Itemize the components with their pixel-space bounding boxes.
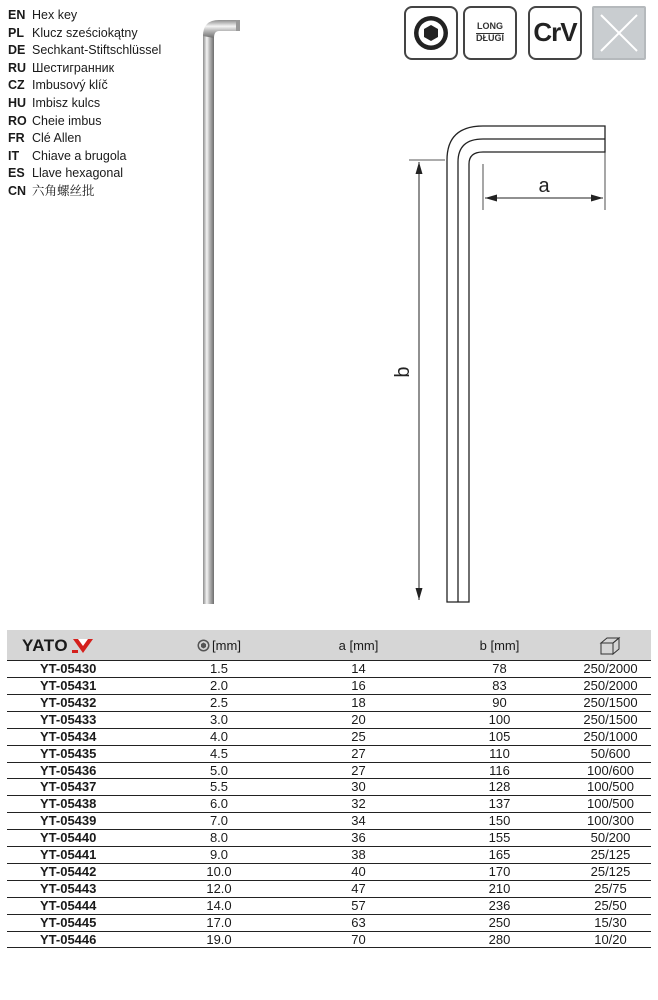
- language-name: Chiave a brugola: [32, 148, 127, 163]
- cell-a: 57: [351, 897, 366, 913]
- language-name: Cheie imbus: [32, 113, 102, 128]
- cell-pack: 100/300: [587, 813, 634, 829]
- language-row: [8, 25, 161, 43]
- hex-key-photo: [190, 10, 250, 610]
- cell-pack: 100/600: [587, 762, 634, 778]
- cell-a: 63: [351, 914, 366, 930]
- cell-b: 83: [492, 677, 507, 693]
- cell-code: YT-05442: [40, 863, 97, 879]
- language-name: Imbisz kulcs: [32, 95, 101, 110]
- cell-code: YT-05440: [40, 830, 97, 846]
- cell-pack: 250/1500: [583, 711, 638, 727]
- cell-size: 5.0: [209, 762, 229, 778]
- language-row: [8, 148, 161, 166]
- cell-code: YT-05445: [40, 914, 97, 930]
- cell-a: 30: [351, 779, 366, 795]
- cell-b: 155: [488, 830, 511, 846]
- cell-size: 2.5: [209, 694, 229, 710]
- language-row: [8, 113, 161, 131]
- cell-code: YT-05438: [40, 796, 97, 812]
- table-row: [7, 728, 651, 745]
- cell-b: 90: [492, 694, 507, 710]
- cell-pack: 100/500: [587, 779, 634, 795]
- cell-a: 27: [351, 745, 366, 761]
- cell-code: YT-05431: [40, 677, 97, 693]
- cell-b: 280: [488, 931, 511, 947]
- cell-a: 70: [351, 931, 366, 947]
- cell-b: 105: [488, 728, 511, 744]
- language-name: Clé Allen: [32, 131, 82, 146]
- language-name: Imbusový klíč: [32, 78, 108, 93]
- table-row: [7, 863, 651, 880]
- language-row: [8, 42, 161, 60]
- cell-size: 7.0: [209, 813, 229, 829]
- cell-size: 1.5: [209, 661, 229, 677]
- language-row: [8, 183, 161, 201]
- table-row: [7, 897, 651, 914]
- cell-a: 32: [351, 796, 366, 812]
- language-name: Llave hexagonal: [32, 166, 124, 181]
- cell-size: 8.0: [209, 830, 229, 846]
- table-row: [7, 914, 651, 931]
- table-row: [7, 779, 651, 796]
- brand-header: [7, 630, 150, 661]
- language-name: Hex key: [32, 8, 78, 22]
- cell-code: YT-05443: [40, 880, 97, 896]
- cell-size: 14.0: [206, 897, 232, 913]
- language-code: RU: [8, 60, 27, 75]
- cell-b: 236: [488, 897, 511, 913]
- language-code: FR: [8, 131, 25, 146]
- cell-code: YT-05441: [40, 847, 97, 863]
- header-a: a [mm]: [288, 630, 429, 661]
- cell-size: 19.0: [206, 931, 232, 947]
- key-outline-inner: [458, 139, 605, 602]
- header-pack: [570, 630, 651, 661]
- cell-size: 10.0: [206, 863, 232, 879]
- cell-b: 137: [488, 796, 511, 812]
- cell-size: 17.0: [206, 914, 232, 930]
- table-row: [7, 745, 651, 762]
- cell-size: 4.0: [209, 728, 229, 744]
- key-outline-outer: [447, 126, 605, 602]
- cell-pack: 25/50: [594, 897, 627, 913]
- cell-pack: 10/20: [594, 931, 627, 947]
- language-row: [8, 7, 161, 25]
- cell-code: YT-05439: [40, 813, 97, 829]
- cell-pack: 25/125: [590, 863, 631, 879]
- cell-a: 20: [351, 711, 366, 727]
- cell-a: 25: [351, 728, 366, 744]
- dimension-b-label: b: [392, 366, 414, 378]
- cell-a: 38: [351, 847, 366, 863]
- language-code: IT: [8, 148, 20, 163]
- table-row: [7, 677, 651, 694]
- cell-a: 14: [351, 661, 366, 677]
- table-row: [7, 694, 651, 711]
- cell-code: YT-05444: [40, 897, 97, 913]
- cell-pack: 15/30: [594, 914, 627, 930]
- specification-table: [7, 630, 651, 948]
- cell-code: YT-05437: [40, 779, 97, 795]
- cell-pack: 100/500: [587, 796, 634, 812]
- brand-name: YATO: [22, 636, 69, 656]
- table-row: [7, 880, 651, 897]
- cell-code: YT-05434: [40, 728, 97, 744]
- language-name: Шестигранник: [32, 60, 115, 75]
- yato-logo: [72, 638, 94, 654]
- long-icon: [463, 6, 517, 60]
- header-size-label: [mm]: [212, 637, 241, 653]
- cell-size: 4.5: [209, 745, 229, 761]
- cell-a: 47: [351, 880, 366, 896]
- cell-b: 165: [488, 847, 511, 863]
- cell-pack: 25/125: [590, 847, 631, 863]
- long-sublabel: DŁUGI: [476, 33, 504, 43]
- table-row: [7, 661, 651, 678]
- cell-size: 9.0: [209, 847, 229, 863]
- cell-pack: 250/1500: [583, 694, 638, 710]
- cell-a: 18: [351, 694, 366, 710]
- dimension-diagram: [392, 120, 615, 610]
- language-row: [8, 95, 161, 113]
- cell-b: 110: [489, 745, 510, 761]
- header-size: [150, 630, 288, 661]
- cell-a: 34: [351, 813, 366, 829]
- cell-a: 16: [351, 677, 366, 693]
- package-box-icon: [598, 636, 624, 656]
- cell-code: YT-05436: [40, 762, 97, 778]
- cell-code: YT-05433: [40, 711, 97, 727]
- cell-pack: 250/1000: [583, 728, 638, 744]
- cell-code: YT-05432: [40, 694, 97, 710]
- cell-size: 12.0: [206, 880, 232, 896]
- table-body: [7, 661, 651, 948]
- cell-a: 40: [351, 863, 366, 879]
- dimension-a-label: a: [538, 175, 550, 197]
- language-row: [8, 130, 161, 148]
- cell-b: 210: [488, 880, 511, 896]
- language-code: ES: [8, 166, 25, 181]
- crv-label: CrV: [533, 17, 577, 47]
- table-row: [7, 847, 651, 864]
- cell-size: 3.0: [209, 711, 229, 727]
- cell-pack: 250/2000: [583, 661, 638, 677]
- cell-pack: 250/2000: [583, 677, 638, 693]
- language-code: CN: [8, 183, 27, 198]
- cell-b: 128: [488, 779, 511, 795]
- table-row: [7, 830, 651, 847]
- cell-code: YT-05435: [40, 745, 97, 761]
- language-row: [8, 165, 161, 183]
- table-row: [7, 813, 651, 830]
- cell-b: 170: [488, 863, 511, 879]
- language-code: HU: [8, 95, 27, 110]
- header-b: b [mm]: [429, 630, 570, 661]
- cell-b: 250: [488, 914, 511, 930]
- cell-a: 36: [351, 830, 366, 846]
- language-code: RO: [8, 113, 27, 128]
- cell-size: 6.0: [209, 796, 229, 812]
- cell-b: 78: [492, 661, 507, 677]
- cell-pack: 50/200: [590, 830, 631, 846]
- language-code: DE: [8, 43, 26, 58]
- language-name: Sechkant-Stiftschlüssel: [32, 43, 162, 58]
- cell-size: 5.5: [209, 779, 229, 795]
- table-row: [7, 931, 651, 948]
- cell-code: YT-05446: [40, 931, 97, 947]
- cell-code: YT-05430: [40, 661, 97, 677]
- table-row: [7, 711, 651, 728]
- language-row: [8, 60, 161, 78]
- long-label: LONG: [477, 21, 503, 31]
- language-code: CZ: [8, 78, 25, 93]
- cell-b: 150: [488, 813, 511, 829]
- hex-socket-icon: [404, 6, 458, 60]
- table-header-row: [7, 630, 651, 661]
- language-code: EN: [8, 8, 26, 22]
- language-code: PL: [8, 25, 24, 40]
- cell-b: 116: [489, 762, 510, 778]
- cell-a: 27: [351, 762, 366, 778]
- disabled-x-icon: [592, 6, 646, 60]
- cell-size: 2.0: [209, 677, 229, 693]
- language-name: Klucz sześciokątny: [32, 25, 138, 40]
- cell-pack: 50/600: [590, 745, 631, 761]
- language-row: [8, 77, 161, 95]
- language-list: [8, 7, 161, 201]
- hex-size-icon: [197, 639, 210, 652]
- table-row: [7, 762, 651, 779]
- crv-icon: [528, 6, 582, 60]
- cell-b: 100: [488, 711, 511, 727]
- cell-pack: 25/75: [594, 880, 627, 896]
- language-name: 六角螺丝批: [32, 183, 95, 198]
- table-row: [7, 796, 651, 813]
